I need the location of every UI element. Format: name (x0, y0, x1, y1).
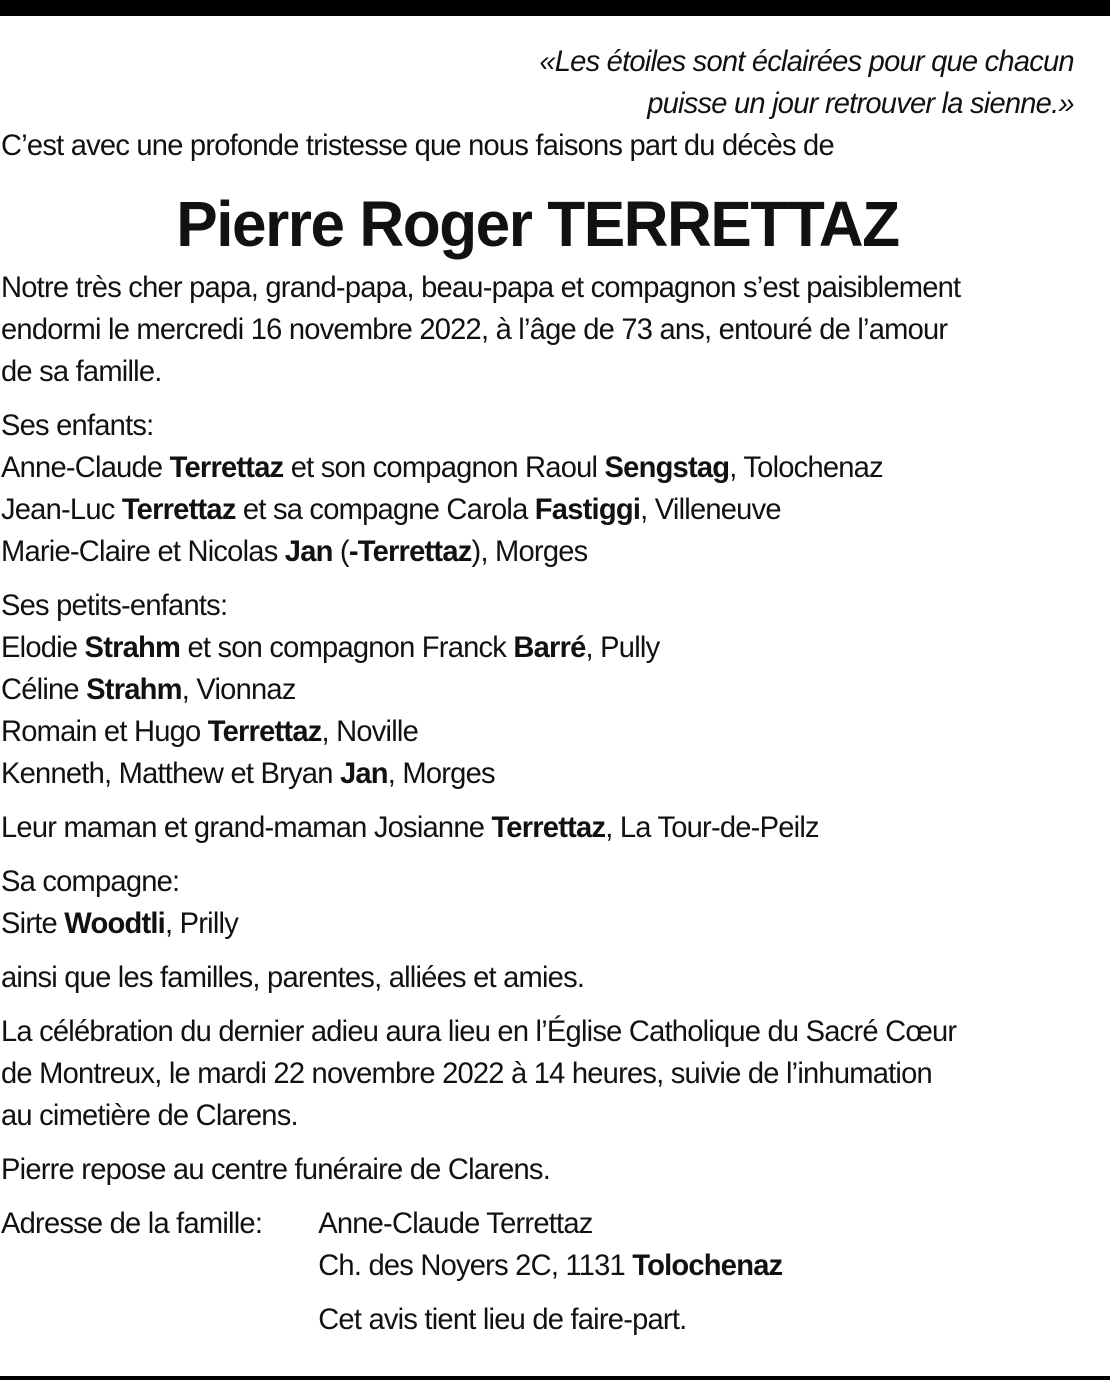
section-heading: Sa compagne: (1, 865, 180, 898)
grandchildren-section (1, 585, 1074, 795)
family-member-row (1, 669, 1074, 711)
relation: et sa compagne Carola (235, 493, 535, 526)
surname: -Terrettaz (348, 535, 472, 568)
deceased-name: Pierre Roger TERRETTAZ (176, 188, 899, 260)
address-label: Adresse de la famille: (1, 1207, 263, 1240)
given-names: Kenneth, Matthew et Bryan (1, 757, 340, 790)
address-lines (318, 1203, 1074, 1341)
family-member-row (1, 711, 1074, 753)
notice-text: Cet avis tient lieu de faire-part. (318, 1303, 687, 1336)
surname: Terrettaz (121, 493, 236, 526)
given-names: Sirte (1, 907, 65, 940)
surname: Fastiggi (534, 493, 641, 526)
family-member-row (1, 489, 1074, 531)
ceremony-line: La célébration du dernier adieu aura lieu en l’Église Catholique du Sacré Cœur (1, 1015, 957, 1048)
given-names: Jean-Luc (1, 493, 122, 526)
locality: ), Morges (471, 535, 588, 568)
quote-line: «Les étoiles sont éclairées pour que chacun (539, 45, 1074, 78)
surname: Terrettaz (169, 451, 284, 484)
bottom-rule (0, 1376, 1110, 1380)
surname: Strahm (86, 673, 182, 706)
given-names: Marie-Claire et Nicolas (1, 535, 285, 568)
top-rule (0, 0, 1110, 16)
surname: Woodtli (64, 907, 165, 940)
family-member-row (1, 903, 1074, 945)
surname: Sengstag (604, 451, 730, 484)
obituary-notice (1, 41, 1074, 1341)
announcement (1, 267, 1074, 393)
surname: Terrettaz (207, 715, 322, 748)
family-member-row (1, 807, 1074, 849)
ceremony-line: de Montreux, le mardi 22 novembre 2022 à 14 heures, suivie de l’inhumation (1, 1057, 932, 1090)
locality: , Villeneuve (640, 493, 781, 526)
rest-location: Pierre repose au centre funéraire de Clarens. (1, 1153, 551, 1186)
announcement-line: de sa famille. (1, 355, 162, 388)
address-line (318, 1245, 1074, 1287)
given-names: Romain et Hugo (1, 715, 208, 748)
locality: , Vionnaz (181, 673, 296, 706)
family-member-row (1, 627, 1074, 669)
given-names: Elodie (1, 631, 85, 664)
family-member-row (1, 753, 1074, 795)
section-heading: Ses enfants: (1, 409, 154, 442)
intro-text: C’est avec une profonde tristesse que nous faisons part du décès de (1, 129, 834, 162)
grandmother-section (1, 807, 1074, 849)
partner-section (1, 861, 1074, 945)
families-line: ainsi que les familles, parentes, alliées et amies. (1, 961, 585, 994)
surname: Terrettaz (491, 811, 606, 844)
family-address (1, 1203, 1074, 1341)
locality: , Pully (585, 631, 660, 664)
street-address: Ch. des Noyers 2C, 1131 (318, 1249, 633, 1282)
address-line: Anne-Claude Terrettaz (318, 1207, 593, 1240)
surname: Jan (284, 535, 333, 568)
locality: , Tolochenaz (729, 451, 883, 484)
children-section (1, 405, 1074, 573)
section-heading: Ses petits-enfants: (1, 589, 228, 622)
given-names: Anne-Claude (1, 451, 170, 484)
quote-line: puisse un jour retrouver la sienne.» (647, 87, 1074, 120)
given-names: Céline (1, 673, 87, 706)
ceremony-line: au cimetière de Clarens. (1, 1099, 298, 1132)
family-member-row (1, 531, 1074, 573)
announcement-line: Notre très cher papa, grand-papa, beau-papa et compagnon s’est paisiblement (1, 271, 961, 304)
locality: , Morges (387, 757, 495, 790)
given-names: Leur maman et grand-maman Josianne (1, 811, 492, 844)
surname: Barré (513, 631, 586, 664)
relation: et son compagnon Raoul (283, 451, 605, 484)
locality: , Prilly (164, 907, 238, 940)
family-member-row (1, 447, 1074, 489)
surname: Strahm (84, 631, 181, 664)
announcement-line: endormi le mercredi 16 novembre 2022, à l’âge de 73 ans, entouré de l’amour (1, 313, 948, 346)
relation: et son compagnon Franck (180, 631, 514, 664)
locality: , Noville (321, 715, 419, 748)
surname: Jan (339, 757, 388, 790)
punctuation: ( (332, 535, 349, 568)
locality: , La Tour-de-Peilz (605, 811, 819, 844)
epigraph-quote (1, 41, 1074, 125)
town: Tolochenaz (632, 1249, 783, 1282)
ceremony-info (1, 1011, 1074, 1137)
